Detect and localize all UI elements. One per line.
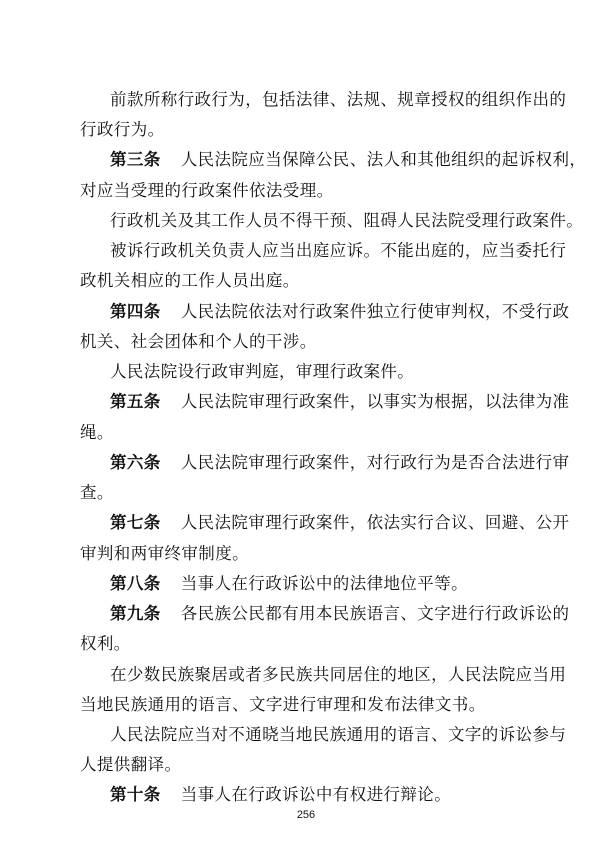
article-3 <box>110 150 586 170</box>
text-line <box>80 755 181 775</box>
text-line <box>80 483 114 503</box>
line-text: 人民法院应当对不通晓当地民族通用的语言、文字的诉讼参与 <box>110 725 567 744</box>
line-text: 人民法院审理行政案件，依法实行合议、回避、公开 <box>180 513 570 532</box>
article-7 <box>110 513 569 533</box>
article-heading: 第四条 <box>110 302 161 321</box>
line-text: 当事人在行政诉讼中的法律地位平等。 <box>180 574 469 593</box>
article-9 <box>110 604 569 624</box>
line-text: 被诉行政机关负责人应当出庭应诉。不能出庭的，应当委托行 <box>110 241 567 260</box>
text-line <box>80 120 165 140</box>
line-text: 当事人在行政诉讼中有权进行辩论。 <box>180 785 452 804</box>
article-heading: 第十条 <box>110 785 161 804</box>
line-text: 人民法院审理行政案件，对行政行为是否合法进行审 <box>180 453 570 472</box>
text-line <box>110 241 566 261</box>
text-line <box>80 695 486 715</box>
text-line <box>110 362 414 382</box>
text-line <box>110 665 566 685</box>
line-text: 审判和两审终审制度。 <box>80 544 249 563</box>
line-text: 人民法院应当保障公民、法人和其他组织的起诉权利， <box>180 150 587 169</box>
line-text: 绳。 <box>80 423 114 442</box>
text-line <box>80 332 317 352</box>
text-line <box>110 725 566 745</box>
text-line <box>80 634 131 654</box>
article-heading: 第三条 <box>110 150 161 169</box>
line-text: 人民法院设行政审判庭，审理行政案件。 <box>110 362 415 381</box>
line-text: 人民法院审理行政案件，以事实为根据，以法律为准 <box>180 392 570 411</box>
line-text: 对应当受理的行政案件依法受理。 <box>80 181 334 200</box>
text-line <box>80 181 334 201</box>
text-line <box>110 211 583 231</box>
text-line <box>80 544 249 564</box>
line-text: 当地民族通用的语言、文字进行审理和发布法律文书。 <box>80 695 486 714</box>
line-text: 前款所称行政行为，包括法律、法规、规章授权的组织作出的 <box>110 90 567 109</box>
article-heading: 第七条 <box>110 513 161 532</box>
line-text: 机关、社会团体和个人的干涉。 <box>80 332 317 351</box>
article-4 <box>110 302 569 322</box>
line-text: 各民族公民都有用本民族语言、文字进行行政诉讼的 <box>180 604 570 623</box>
line-text: 行政机关及其工作人员不得干预、阻碍人民法院受理行政案件。 <box>110 211 584 230</box>
line-text: 权利。 <box>80 634 131 653</box>
line-text: 政机关相应的工作人员出庭。 <box>80 271 300 290</box>
article-8 <box>110 574 468 594</box>
line-text: 人提供翻译。 <box>80 755 182 774</box>
text-line <box>80 423 114 443</box>
line-text: 行政行为。 <box>80 120 165 139</box>
line-text: 查。 <box>80 483 114 502</box>
article-6 <box>110 453 569 473</box>
page-number: 256 <box>296 809 316 821</box>
article-heading: 第九条 <box>110 604 161 623</box>
article-heading: 第六条 <box>110 453 161 472</box>
article-10 <box>110 785 451 805</box>
text-line <box>110 90 566 110</box>
article-heading: 第五条 <box>110 392 161 411</box>
line-text: 在少数民族聚居或者多民族共同居住的地区，人民法院应当用 <box>110 665 567 684</box>
line-text: 人民法院依法对行政案件独立行使审判权，不受行政 <box>180 302 570 321</box>
article-heading: 第八条 <box>110 574 161 593</box>
text-line <box>80 271 300 291</box>
article-5 <box>110 392 569 412</box>
